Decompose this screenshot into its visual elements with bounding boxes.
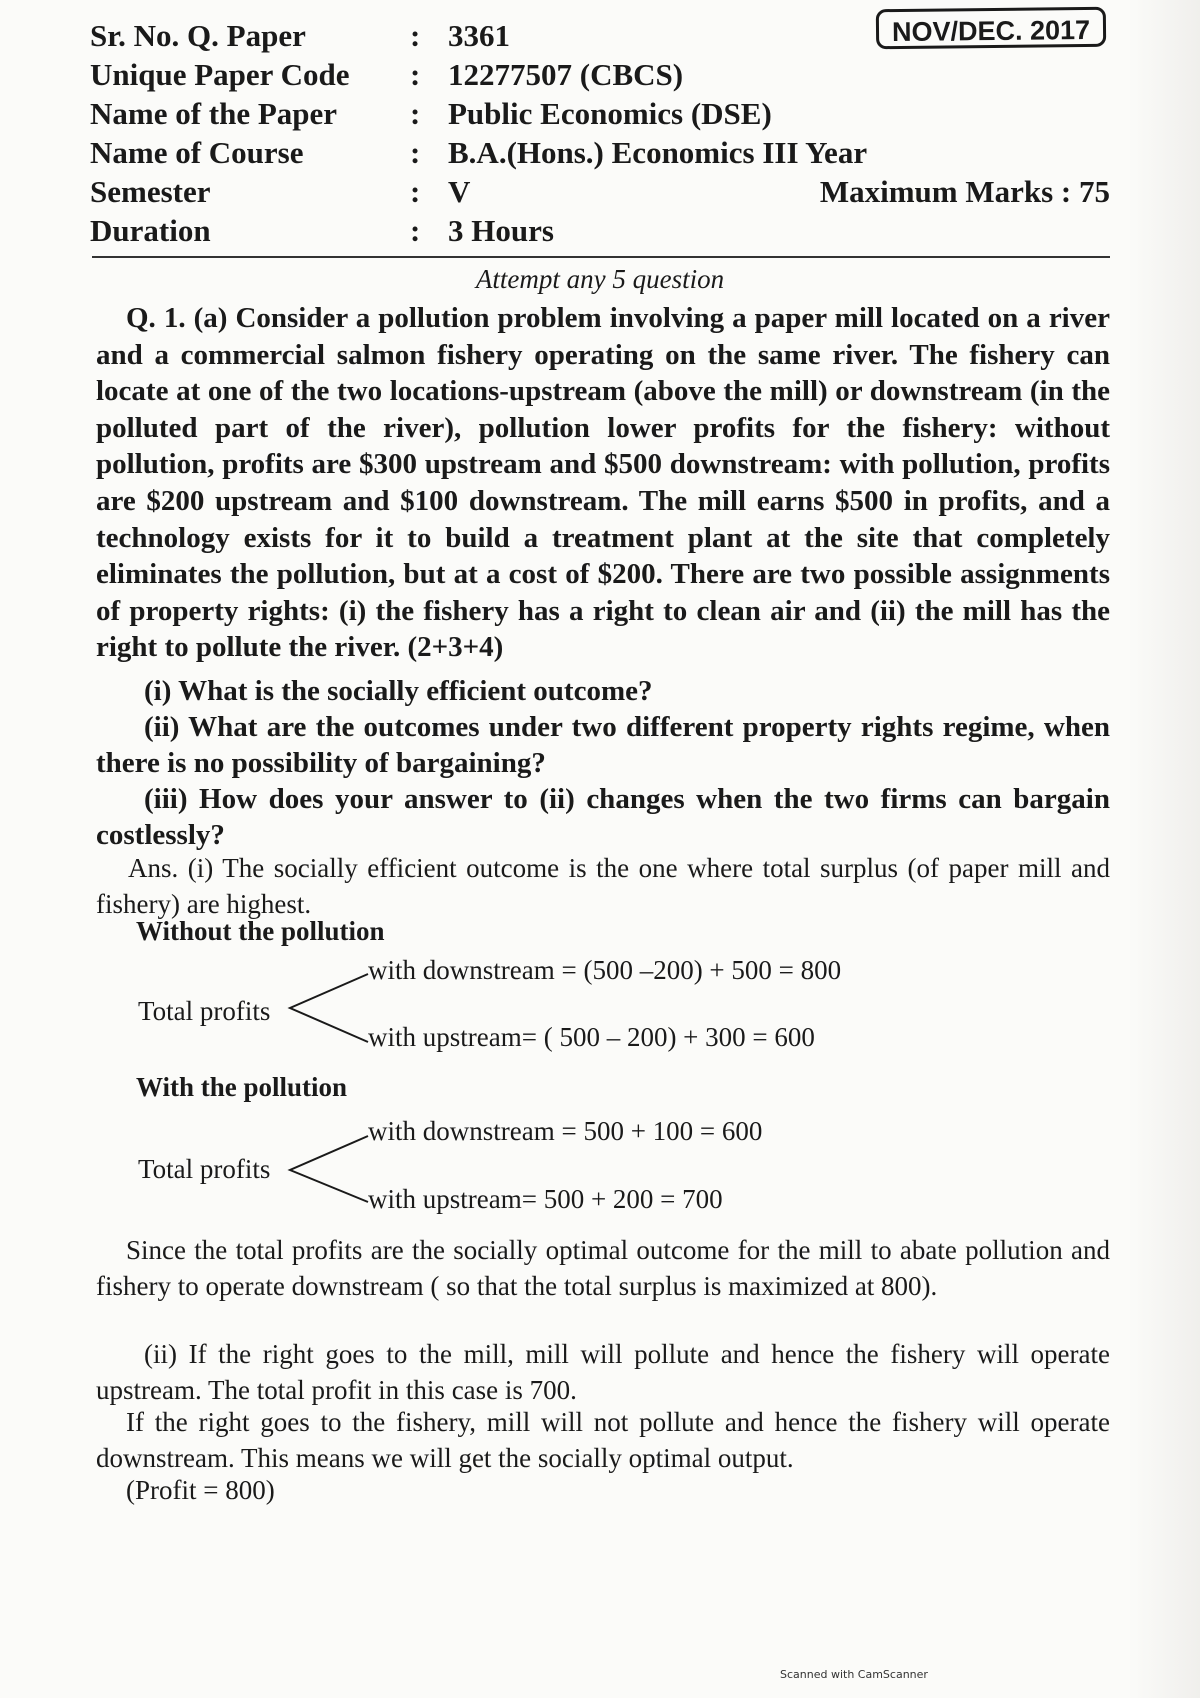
question-text: Q. 1. (a) Consider a pollution problem involving a paper mill located on a river and a commercial salmon fishery operating on the same river. The fishery can locate at one of the two locations-upstream (above the mill) or downstream (in the polluted part of the river), pollution lower profits for the fishery: without pollution, profits are $300 upstream and $500 downstream: with pollution, profits are $200 upstream and $100 downstream. The mill earns $500 in profits, and a technology exists for it to build a treatment plant at the site that completely eliminates the pollution, but at a cost of $200. There are two possible assignments of property rights: (i) the fishery has a right to clean air and (ii) the mill has the right to pollute the river. (2+3+4) [96, 302, 1110, 664]
detail-row-paper-name [90, 96, 1110, 135]
detail-row-semester [90, 174, 1110, 213]
without-upstream-calc: with upstream= ( 500 – 200) + 300 = 600 [368, 1022, 815, 1052]
detail-value: B.A.(Hons.) Economics III Year [448, 135, 868, 170]
detail-value: 3361 [448, 18, 510, 53]
paper-details [90, 18, 1110, 252]
branch-brace [284, 966, 374, 1050]
detail-label: Duration [90, 213, 211, 248]
answer-paragraph-3: If the right goes to the fishery, mill will not pollute and hence the fishery will operate downstream. This means we will get the socially optimal output. [96, 1407, 1110, 1473]
detail-colon: : [410, 174, 421, 209]
question-part-iii [96, 781, 1110, 853]
question-part-text: (i) What is the socially efficient outcome? [144, 675, 653, 707]
maximum-marks: Maximum Marks : 75 [819, 174, 1110, 209]
session-badge: NOV/DEC. 2017 [876, 7, 1106, 49]
without-downstream-calc: with downstream = (500 –200) + 500 = 800 [368, 955, 842, 985]
total-profits-label: Total profits [138, 996, 271, 1026]
detail-label: Sr. No. Q. Paper [90, 18, 306, 53]
detail-value: V [448, 174, 471, 209]
answer-intro: Ans. (i) The socially efficient outcome is the one where total surplus (of paper mill and fishery) are highest. [96, 853, 1110, 919]
question-part-text: (ii) What are the outcomes under two different property rights regime, when there is no possibility of bargaining? [96, 711, 1110, 779]
with-pollution-heading: With the pollution [136, 1072, 348, 1102]
detail-colon: : [410, 96, 421, 131]
answer-paragraph-1: Since the total profits are the socially optimal outcome for the mill to abate pollution and fishery to operate downstream ( so that the total surplus is maximized at 800). [96, 1235, 1110, 1301]
question-part-text: (iii) How does your answer to (ii) changes when the two firms can bargain costlessly? [96, 783, 1110, 851]
question-part-ii [96, 709, 1110, 781]
page-edge-shadow [1128, 0, 1200, 1698]
scanner-watermark: Scanned with CamScanner [780, 1668, 928, 1681]
detail-row-sr-no [90, 18, 1110, 57]
with-downstream-calc: with downstream = 500 + 100 = 600 [368, 1116, 763, 1146]
branch-brace [284, 1128, 374, 1210]
detail-colon: : [410, 57, 421, 92]
detail-label: Unique Paper Code [90, 57, 350, 92]
detail-row-duration [90, 213, 1110, 252]
without-pollution-heading: Without the pollution [136, 916, 385, 946]
detail-colon: : [410, 18, 421, 53]
detail-row-course [90, 135, 1110, 174]
detail-colon: : [410, 135, 421, 170]
detail-label: Name of the Paper [90, 96, 338, 131]
detail-value: 3 Hours [448, 213, 554, 248]
header-divider [92, 256, 1110, 258]
detail-value: 12277507 (CBCS) [448, 57, 684, 92]
detail-label: Name of Course [90, 135, 304, 170]
answer-paragraph-2: (ii) If the right goes to the mill, mill will pollute and hence the fishery will operate upstream. The total profit in this case is 700. [96, 1339, 1110, 1405]
total-profits-label: Total profits [138, 1154, 271, 1184]
exam-instruction: Attempt any 5 question [475, 264, 725, 294]
question-part-i [96, 673, 1110, 709]
detail-label: Semester [90, 174, 211, 209]
with-upstream-calc: with upstream= 500 + 200 = 700 [368, 1184, 723, 1214]
detail-value: Public Economics (DSE) [448, 96, 772, 131]
answer-paragraph-4: (Profit = 800) [126, 1475, 275, 1505]
detail-colon: : [410, 213, 421, 248]
detail-row-paper-code [90, 57, 1110, 96]
